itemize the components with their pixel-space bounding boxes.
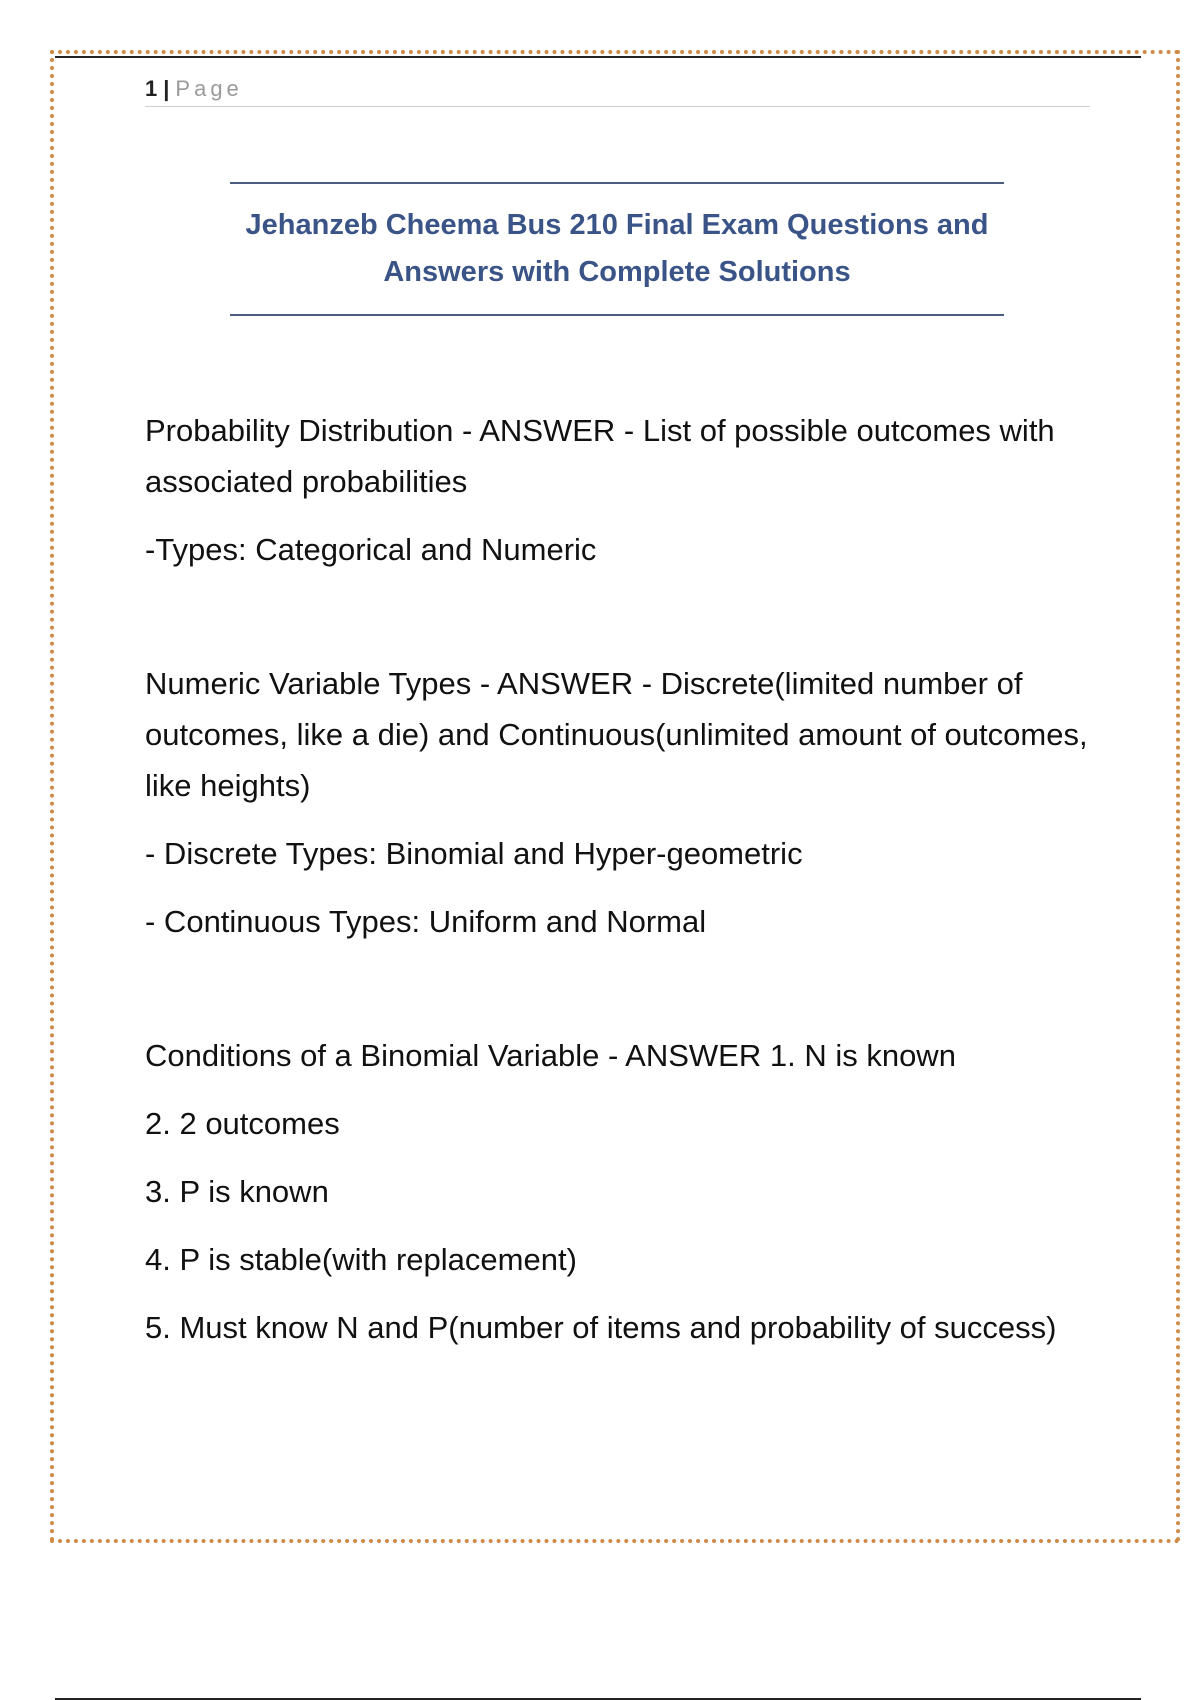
paragraph: Conditions of a Binomial Variable - ANSWER 1. N is known (145, 1038, 956, 1073)
paragraph: Probability Distribution - ANSWER - List of possible outcomes with associated probabilities (145, 413, 1055, 499)
paragraph: 2. 2 outcomes (145, 1106, 340, 1141)
section-gap (145, 592, 1105, 658)
page-label: Page (175, 76, 243, 101)
qa-binomial-conditions (145, 1030, 1105, 1353)
page-number: 1 (145, 76, 158, 101)
paragraph: 3. P is known (145, 1174, 329, 1209)
title-line-1: Jehanzeb Cheema Bus 210 Final Exam Questions and (245, 209, 989, 241)
paragraph: - Continuous Types: Uniform and Normal (145, 904, 707, 939)
page-header (145, 74, 1090, 107)
paragraph: -Types: Categorical and Numeric (145, 532, 597, 567)
page-separator: | (163, 76, 170, 101)
document-title (246, 202, 989, 296)
qa-numeric-variable-types (145, 658, 1105, 947)
title-block (230, 182, 1004, 316)
document-body (145, 405, 1105, 1370)
title-line-2: Answers with Complete Solutions (383, 256, 851, 288)
top-rule (55, 56, 1141, 58)
paragraph: 5. Must know N and P(number of items and probability of success) (145, 1310, 1057, 1345)
paragraph: - Discrete Types: Binomial and Hyper-geometric (145, 836, 803, 871)
paragraph: 4. P is stable(with replacement) (145, 1242, 577, 1277)
paragraph: Numeric Variable Types - ANSWER - Discrete(limited number of outcomes, like a die) and Continuous(unlimited amount of outcomes, like heights) (145, 666, 1088, 803)
section-gap (145, 964, 1105, 1030)
qa-probability-distribution (145, 405, 1105, 575)
